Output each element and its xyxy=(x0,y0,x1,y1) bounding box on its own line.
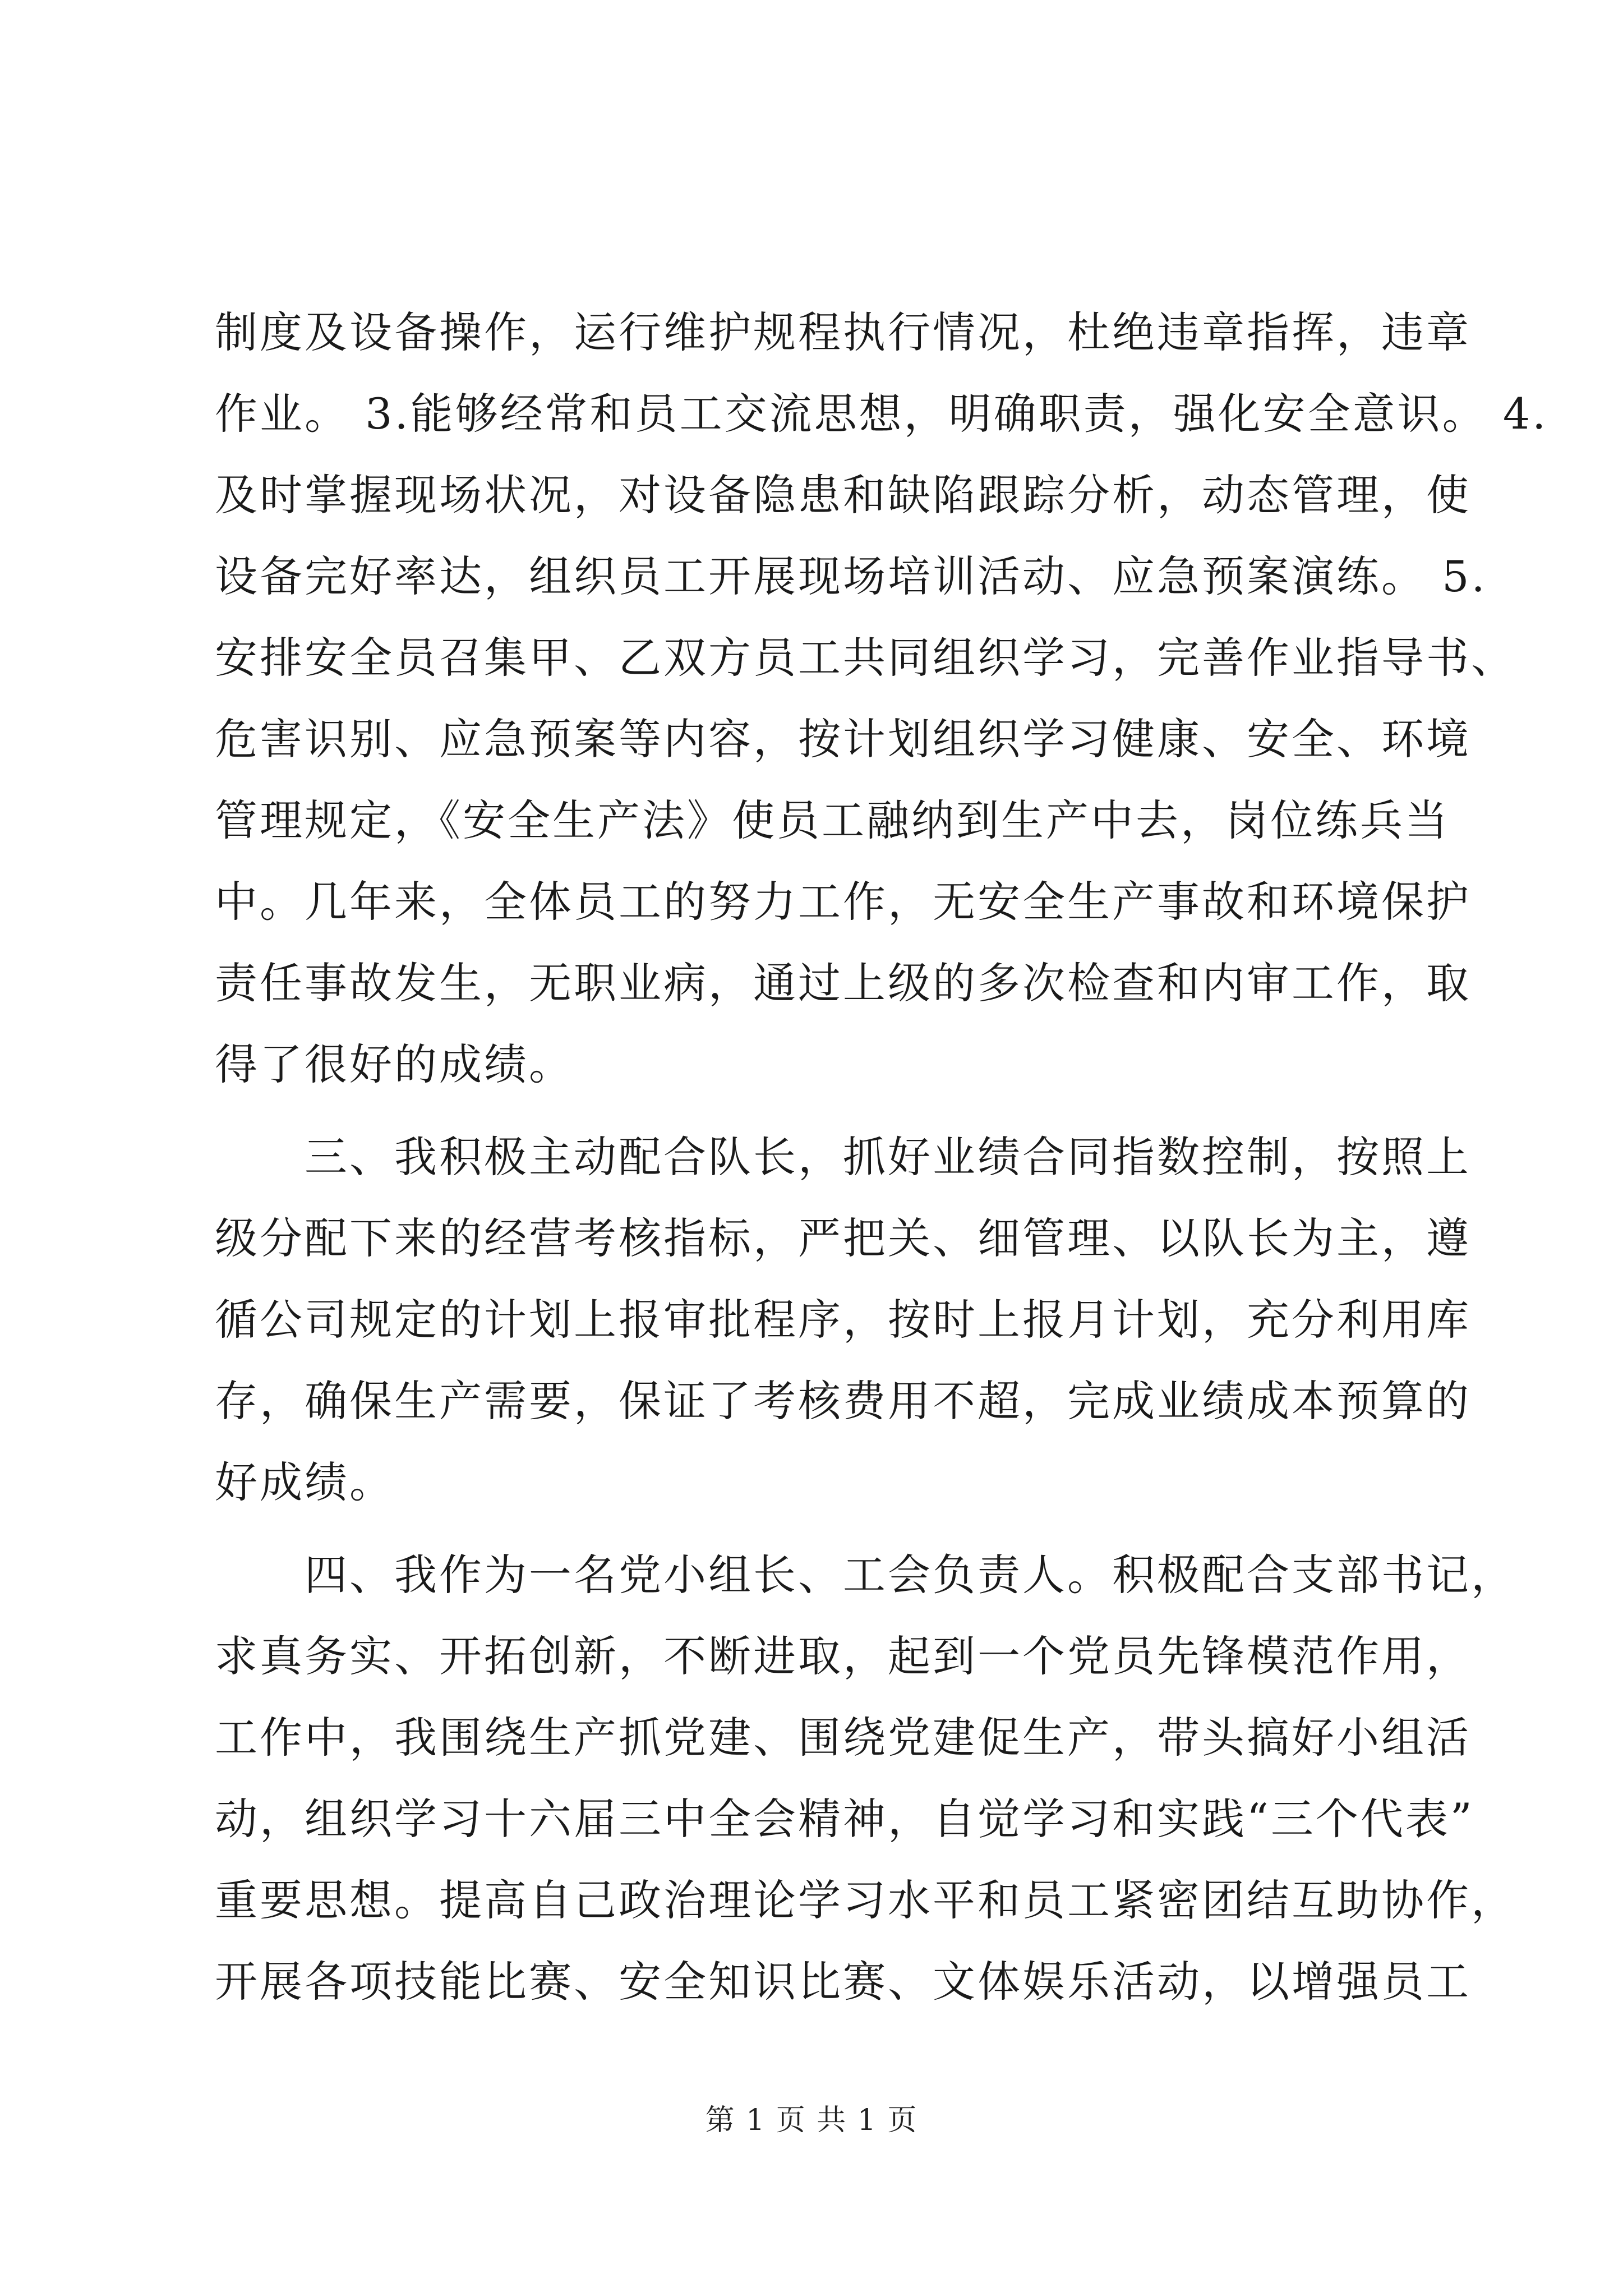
paragraph-3-line-4: 动，组织学习十六届三中全会精神，自觉学习和实践“三个代表” xyxy=(215,1794,1474,1844)
paragraph-1-line-2: 作业。 3.能够经常和员工交流思想，明确职责，强化安全意识。 4. xyxy=(215,389,1548,439)
paragraph-3-line-2: 求真务实、开拓创新，不断进取，起到一个党员先锋模范作用， xyxy=(215,1631,1471,1681)
paragraph-1-line-4: 设备完好率达，组织员工开展现场培训活动、应急预案演练。 5. xyxy=(215,551,1487,601)
paragraph-1-line-6: 危害识别、应急预案等内容，按计划组织学习健康、安全、环境 xyxy=(215,714,1471,764)
paragraph-1-line-8: 中。几年来，全体员工的努力工作，无安全生产事故和环境保护 xyxy=(215,877,1471,927)
paragraph-3-line-6: 开展各项技能比赛、安全知识比赛、文体娱乐活动，以增强员工 xyxy=(215,1957,1471,2007)
paragraph-3-line-5: 重要思想。提高自己政治理论学习水平和员工紧密团结互助协作， xyxy=(215,1875,1516,1925)
paragraph-1-line-9: 责任事故发生，无职业病，通过上级的多次检查和内审工作，取 xyxy=(215,958,1471,1008)
paragraph-3-line-3: 工作中，我围绕生产抓党建、围绕党建促生产，带头搞好小组活 xyxy=(215,1713,1471,1763)
paragraph-2-line-2: 级分配下来的经营考核指标，严把关、细管理、以队长为主，遵 xyxy=(215,1213,1471,1263)
document-body xyxy=(215,292,1548,2022)
paragraph-2-line-4: 存，确保生产需要，保证了考核费用不超，完成业绩成本预算的 xyxy=(215,1376,1471,1426)
paragraph-2-line-5: 好成绩。 xyxy=(215,1457,394,1507)
paragraph-1-line-1: 制度及设备操作，运行维护规程执行情况，杜绝违章指挥，违章 xyxy=(215,307,1471,357)
paragraph-3-line-1: 四、我作为一名党小组长、工会负责人。积极配合支部书记， xyxy=(305,1550,1516,1600)
paragraph-1-line-10: 得了很好的成绩。 xyxy=(215,1039,574,1089)
paragraph-2-line-1: 三、我积极主动配合队长，抓好业绩合同指数控制，按照上 xyxy=(305,1132,1471,1182)
paragraph-2-line-3: 循公司规定的计划上报审批程序，按时上报月计划，充分利用库 xyxy=(215,1295,1471,1345)
paragraph-1-line-3: 及时掌握现场状况，对设备隐患和缺陷跟踪分析，动态管理，使 xyxy=(215,470,1471,520)
page-footer xyxy=(0,2101,1623,2140)
page-number-label: 第 1 页 共 1 页 xyxy=(705,2104,918,2137)
paragraph-1-line-7: 管理规定，《安全生产法》使员工融纳到生产中去，岗位练兵当 xyxy=(215,795,1450,845)
paragraph-1-line-5: 安排安全员召集甲、乙双方员工共同组织学习，完善作业指导书、 xyxy=(215,633,1516,683)
